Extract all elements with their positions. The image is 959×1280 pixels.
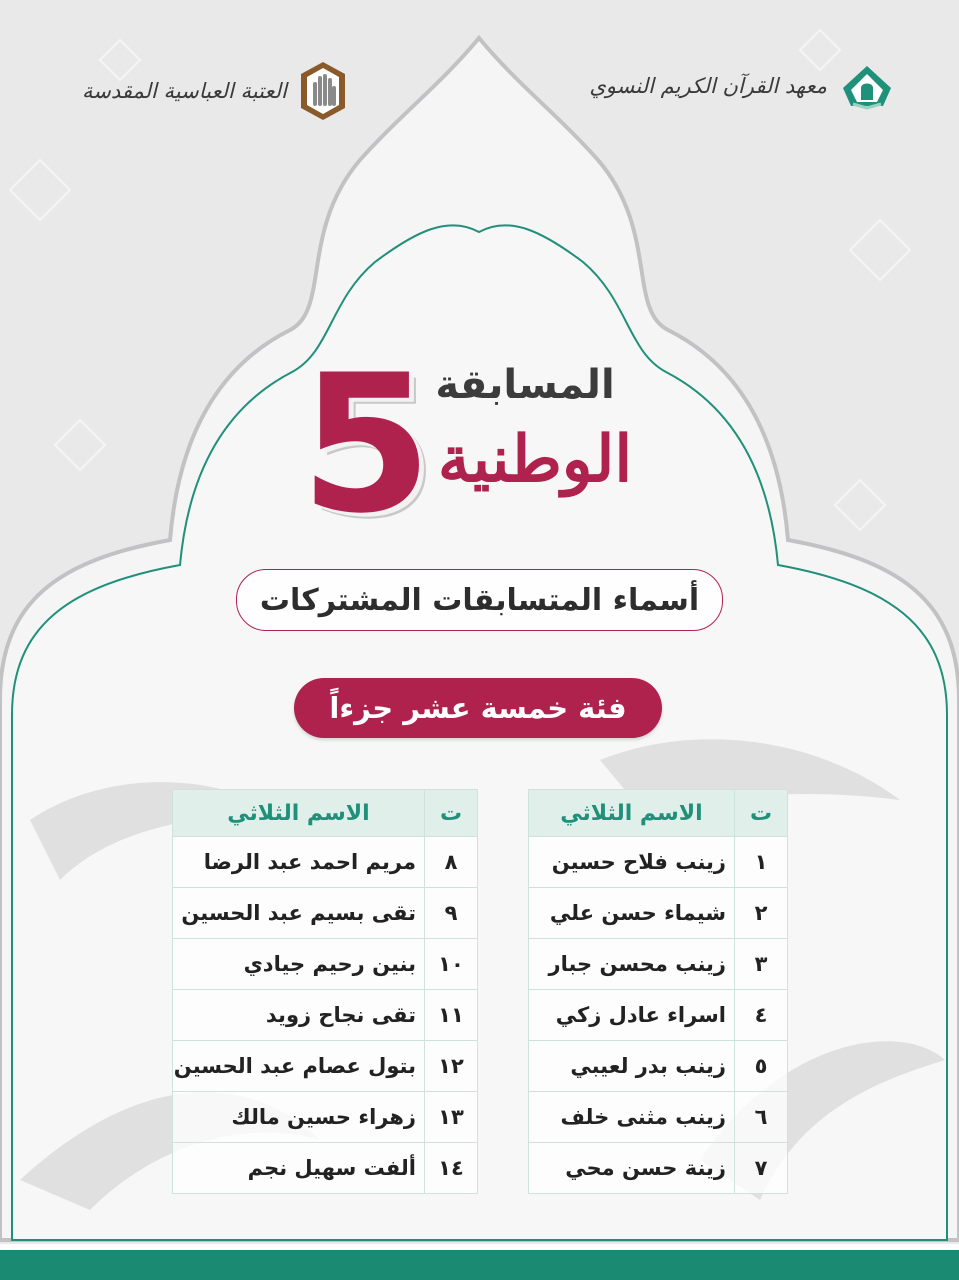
institute-logo [589,60,897,112]
table-row [173,990,478,1041]
row-name: ألفت سهيل نجم [173,1143,425,1194]
row-name: مريم احمد عبد الرضا [173,837,425,888]
header-name: الاسم الثلاثي [529,790,735,837]
table-row [173,1041,478,1092]
row-number: ٥ [735,1041,788,1092]
table-row [529,990,788,1041]
row-name: بنين رحيم جيادي [173,939,425,990]
row-name: زينب مثنى خلف [529,1092,735,1143]
row-number: ٤ [735,990,788,1041]
row-name: تقى نجاح زويد [173,990,425,1041]
row-number: ٧ [735,1143,788,1194]
participants-table-left [172,789,478,1194]
category-badge: فئة خمسة عشر جزءاً [294,678,662,738]
table-header-row [529,790,788,837]
row-number: ٣ [735,939,788,990]
row-name: زينة حسن محي [529,1143,735,1194]
table-row [173,939,478,990]
shrine-logo-text: العتبة العباسية المقدسة [82,79,287,103]
header-number: ت [735,790,788,837]
header-name: الاسم الثلاثي [173,790,425,837]
row-number: ١٢ [425,1041,478,1092]
shrine-logo [82,60,349,122]
row-number: ١١ [425,990,478,1041]
row-name: اسراء عادل زكي [529,990,735,1041]
row-number: ١ [735,837,788,888]
hand-emblem-icon [297,60,349,122]
table-row [173,1143,478,1194]
competition-word: المسابقة [435,362,615,408]
table-row [529,939,788,990]
row-name: شيماء حسن علي [529,888,735,939]
row-number: ٩ [425,888,478,939]
row-name: بتول عصام عبد الحسين [173,1041,425,1092]
table-row [173,888,478,939]
table-row [529,837,788,888]
header-number: ت [425,790,478,837]
row-number: ١٣ [425,1092,478,1143]
row-number: ١٠ [425,939,478,990]
row-number: ١٤ [425,1143,478,1194]
row-name: تقى بسيم عبد الحسين [173,888,425,939]
row-name: زهراء حسين مالك [173,1092,425,1143]
participants-table-right [528,789,788,1194]
competition-title: الوطنية [437,422,633,497]
row-name: زينب بدر لعيبي [529,1041,735,1092]
table-row [529,1092,788,1143]
book-dome-icon [837,60,897,112]
table-row [529,1041,788,1092]
table-row [529,888,788,939]
table-header-row [173,790,478,837]
institute-logo-text: معهد القرآن الكريم النسوي [589,74,827,98]
row-number: ٦ [735,1092,788,1143]
competition-number: 5 [300,334,433,555]
row-number: ٨ [425,837,478,888]
row-name: زينب محسن جبار [529,939,735,990]
table-row [173,1092,478,1143]
row-name: زينب فلاح حسين [529,837,735,888]
table-row [529,1143,788,1194]
row-number: ٢ [735,888,788,939]
list-title: أسماء المتسابقات المشتركات [236,569,723,631]
table-row [173,837,478,888]
